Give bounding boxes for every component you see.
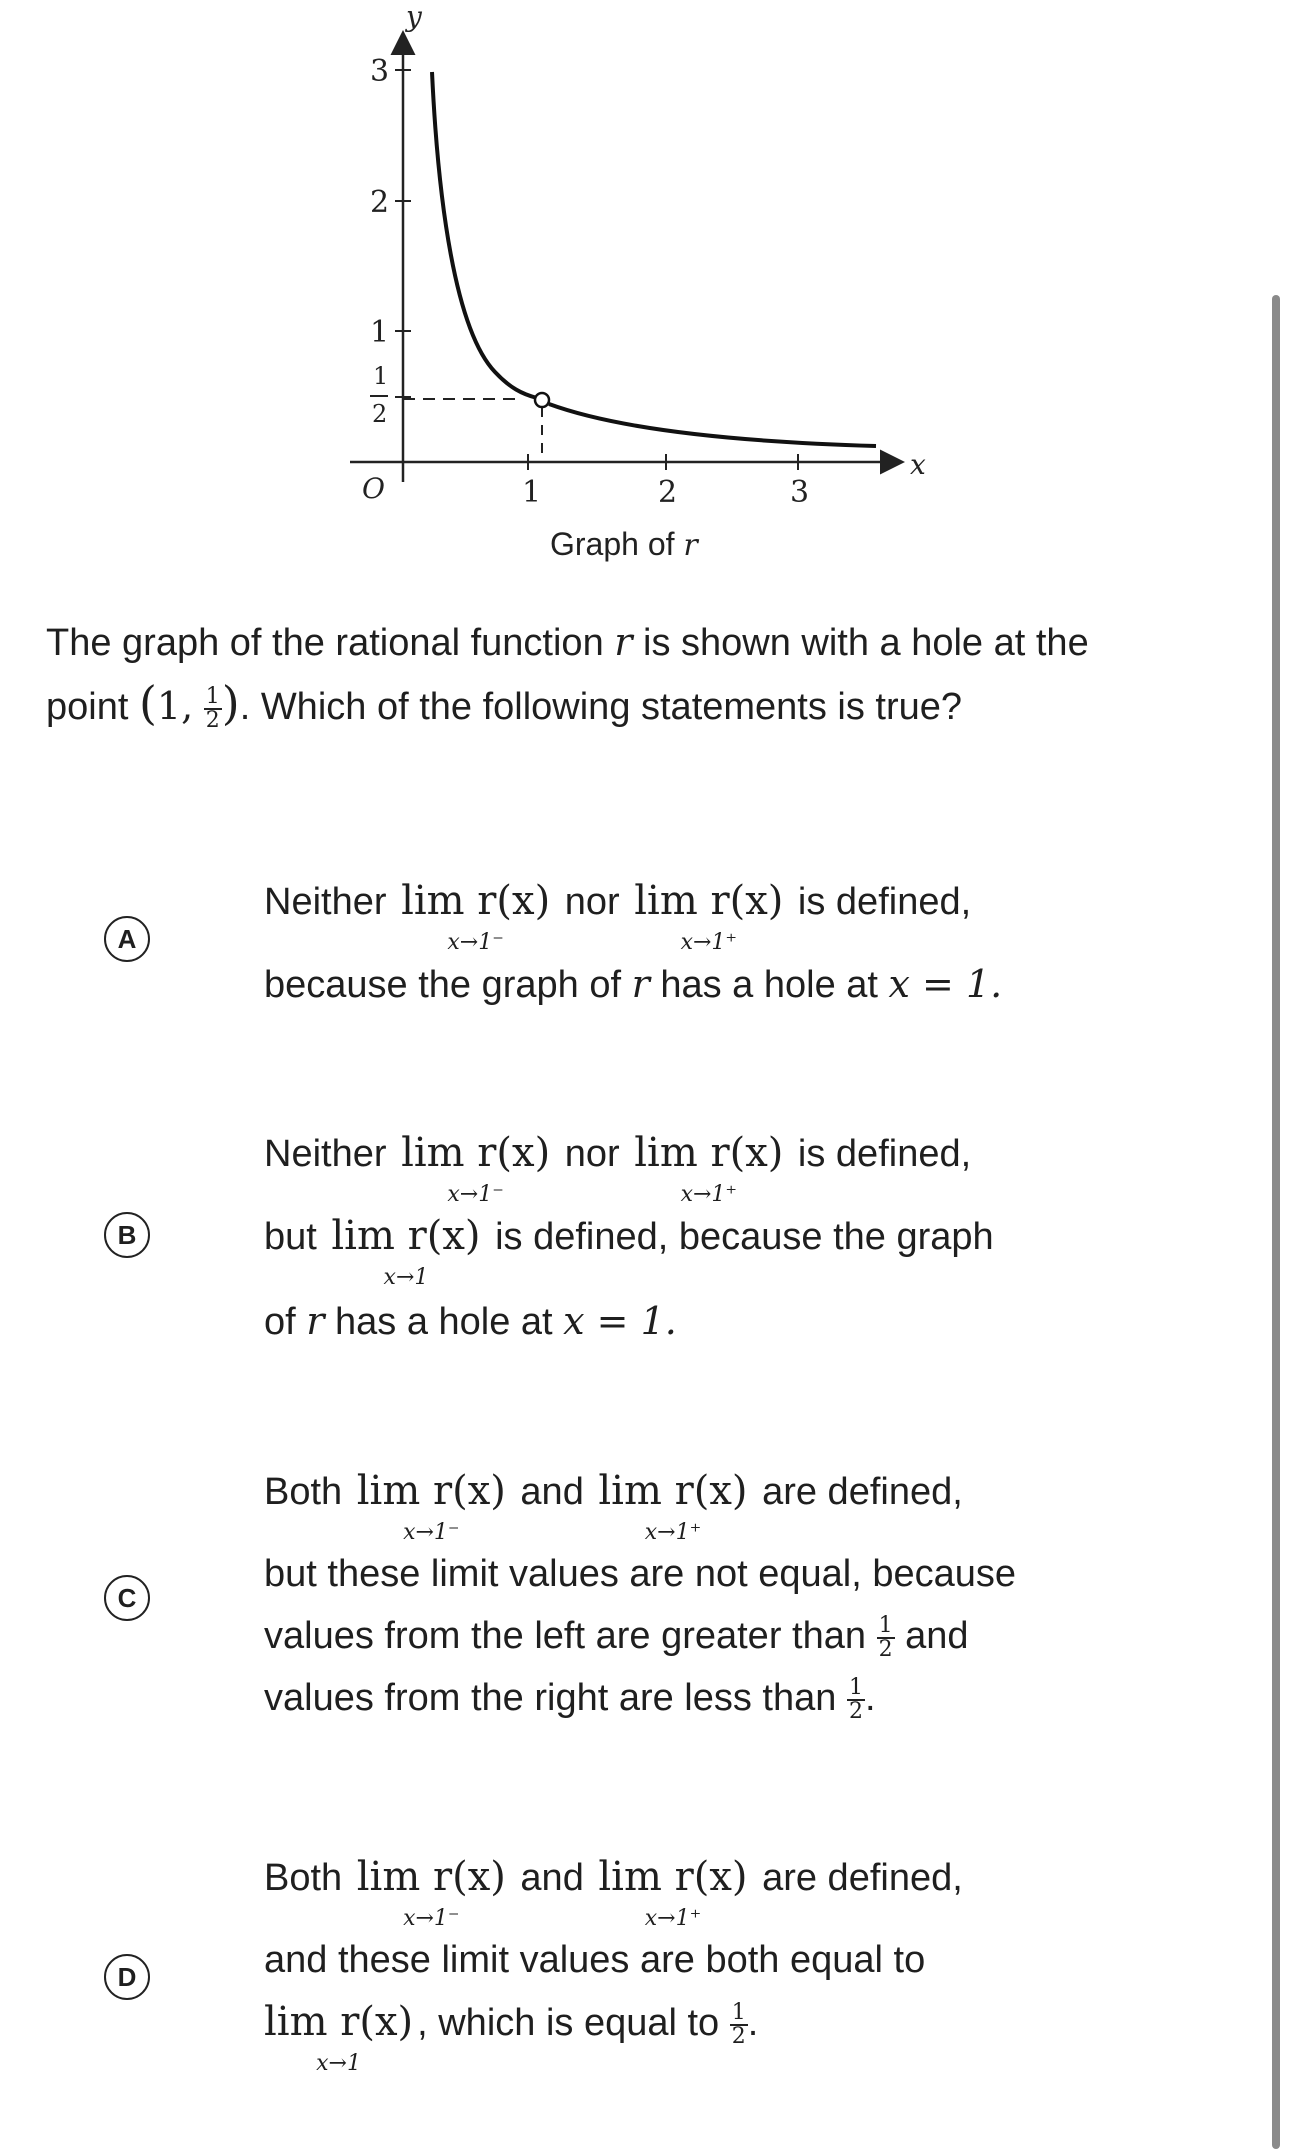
choice-b-radio[interactable]: B <box>104 1212 150 1258</box>
y-tick-label: 3 <box>370 54 390 89</box>
choice-b[interactable]: B Neither lim r(x) x→1⁻ nor lim r(x) x→1⁺ is defined, but lim r(x) x→1 is defined, because the graph of r has a hole at x = 1. <box>0 1122 1240 1362</box>
choice-c-line-2: but these limit values are not equal, because <box>264 1553 1017 1595</box>
graph-caption: Graph of r <box>550 526 698 563</box>
choice-c[interactable]: C Both lim r(x) x→1⁻ and lim r(x) x→1⁺ are defined, but these limit values are not equal, because values from the left are greater than $\frac{1}{2}$ and values from the right are less than $\frac{1}{2}$ . <box>0 1460 1240 1720</box>
choice-d-radio[interactable]: D <box>104 1954 150 2000</box>
graph-svg <box>320 0 960 575</box>
curve-r <box>432 72 876 446</box>
y-tick-half-den: 2 <box>372 400 388 428</box>
x-tick-label: 3 <box>790 475 810 510</box>
question-text <box>46 612 1236 737</box>
origin-label: O <box>362 472 385 505</box>
choice-c-radio[interactable]: C <box>104 1575 150 1621</box>
y-tick-half-num: 1 <box>373 362 389 390</box>
y-tick-label: 1 <box>370 315 390 350</box>
choice-a[interactable]: A Neither lim r(x) x→1⁻ nor lim r(x) x→1⁺ is defined, because the graph of r has a hole at x = 1. <box>0 870 1240 1020</box>
x-axis-label: x <box>910 448 926 481</box>
y-axis-label: y <box>406 0 422 33</box>
choice-d[interactable]: D Both lim r(x) x→1⁻ and lim r(x) x→1⁺ are defined, and these limit values are both equal to lim r(x) x→1 , which is equal to $\frac{1}{2}$ . <box>0 1846 1240 2086</box>
half-fraction: $\frac{1}{2}$ <box>205 683 220 733</box>
question-line-1: The graph of the rational function r is shown with a hole at the <box>46 620 1089 664</box>
choice-d-line-2: and these limit values are both equal to <box>264 1939 926 1981</box>
y-tick-label: 2 <box>370 185 390 220</box>
scrollbar[interactable] <box>1272 295 1280 2149</box>
x-tick-label: 1 <box>522 475 542 510</box>
question-line-2: point (1, $\frac{1}{2}$ ). Which of the following statements is true? <box>46 676 963 733</box>
graph-of-r <box>320 0 960 575</box>
x-tick-label: 2 <box>658 475 678 510</box>
hole-point <box>535 393 549 407</box>
choice-a-radio[interactable]: A <box>104 916 150 962</box>
